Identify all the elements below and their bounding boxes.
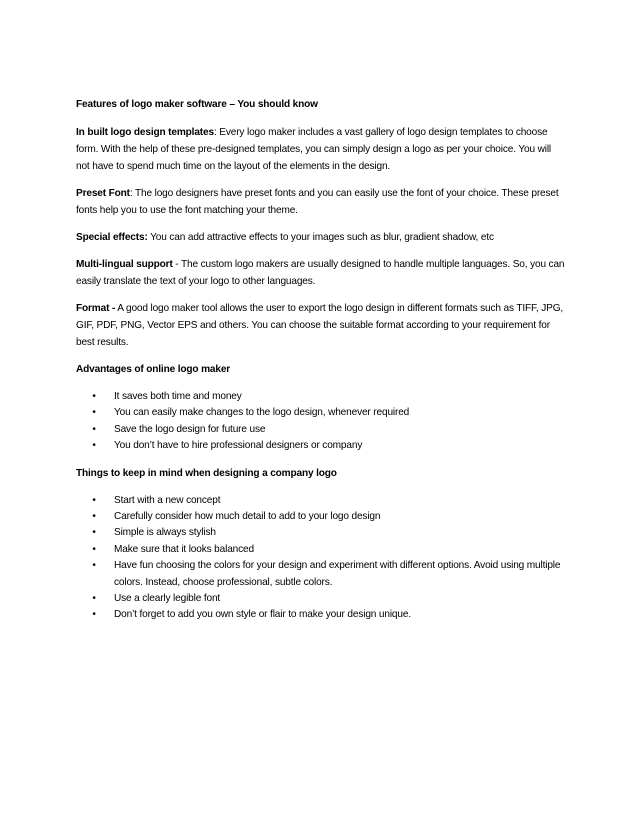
list-item-text: Carefully consider how much detail to add to your logo design <box>114 511 381 523</box>
list-item-text: You don’t have to hire professional designers or company <box>114 440 363 452</box>
bullet-icon: • <box>92 527 96 539</box>
bullet-icon: • <box>92 494 96 506</box>
list-item <box>76 542 566 558</box>
bullet-icon: • <box>92 560 96 572</box>
document-page <box>76 96 566 634</box>
bullet-icon: • <box>92 543 96 555</box>
feature-text: A good logo maker tool allows the user to export the logo design in different formats such as TIFF, JPG, GIF, PDF, PNG, Vector EPS and others. You can choose the suitable format according to your requirement for best results. <box>76 303 564 348</box>
feature-separator: - <box>172 259 181 270</box>
feature-label: Special effects: <box>76 232 148 243</box>
list-item <box>76 558 566 591</box>
tips-heading: Things to keep in mind when designing a company logo <box>76 467 337 479</box>
tips-list <box>76 493 566 624</box>
feature-separator: : <box>129 188 136 199</box>
bullet-icon: • <box>92 440 96 452</box>
list-item-text: It saves both time and money <box>114 391 242 402</box>
list-item <box>76 438 566 454</box>
list-item <box>76 405 566 421</box>
list-item-text: Simple is always stylish <box>114 527 216 539</box>
list-item <box>76 422 566 438</box>
feature-preset-font <box>76 185 566 219</box>
list-item-text: Make sure that it looks balanced <box>114 543 254 555</box>
list-item-text: Start with a new concept <box>114 494 221 506</box>
feature-templates <box>76 124 566 175</box>
bullet-icon: • <box>92 423 96 435</box>
feature-label: In built logo design templates <box>76 127 214 138</box>
feature-label: Preset Font <box>76 188 130 199</box>
list-item-text: Don’t forget to add you own style or flair to make your design unique. <box>114 609 411 621</box>
feature-special-effects <box>76 229 566 246</box>
bullet-icon: • <box>92 391 96 402</box>
feature-separator: : <box>213 127 220 138</box>
list-item-text: Save the logo design for future use <box>114 423 266 435</box>
list-item <box>76 607 566 623</box>
feature-label: Format - <box>76 303 116 314</box>
feature-text: The logo designers have preset fonts and you can easily use the font of your choice. These preset fonts help you to use the font matching your theme. <box>76 188 559 216</box>
feature-text: Every logo maker includes a vast gallery of logo design templates to choose form. With the help of these pre-designed templates, you can simply design a logo as per your choice. You will not have to spend much time on the layout of the elements in the design. <box>76 127 551 172</box>
bullet-icon: • <box>92 593 96 605</box>
feature-text: The custom logo makers are usually designed to handle multiple languages. So, you can easily translate the text of your logo to other languages. <box>76 259 565 287</box>
feature-label: Multi-lingual support <box>76 259 173 270</box>
list-item-text: Use a clearly legible font <box>114 593 221 605</box>
list-item <box>76 389 566 405</box>
feature-format <box>76 300 566 351</box>
feature-multilingual <box>76 256 566 290</box>
advantages-list <box>76 389 566 455</box>
list-item <box>76 525 566 541</box>
list-item <box>76 493 566 509</box>
list-item-text: You can easily make changes to the logo design, whenever required <box>114 407 410 419</box>
advantages-heading: Advantages of online logo maker <box>76 364 231 375</box>
document-title: Features of logo maker software – You should know <box>76 99 318 110</box>
bullet-icon: • <box>92 609 96 621</box>
feature-text: You can add attractive effects to your images such as blur, gradient shadow, etc <box>150 232 494 243</box>
list-item <box>76 509 566 525</box>
list-item <box>76 591 566 607</box>
bullet-icon: • <box>92 407 96 419</box>
list-item-text: Have fun choosing the colors for your design and experiment with different options. Avoid using multiple colors. Instead, choose professional, subtle colors. <box>114 560 561 588</box>
bullet-icon: • <box>92 511 96 523</box>
